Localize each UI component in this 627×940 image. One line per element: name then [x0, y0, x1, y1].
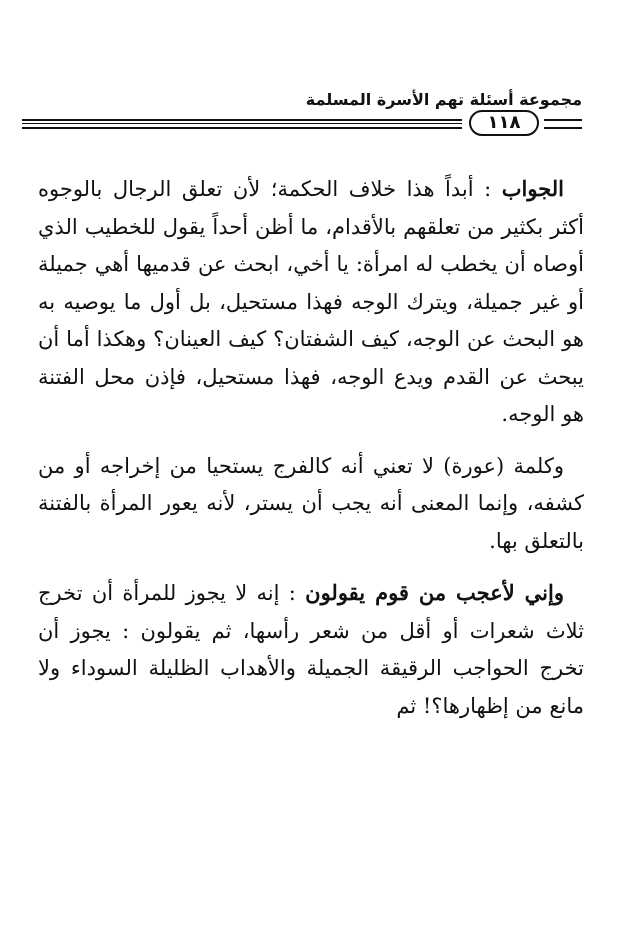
page-header [22, 88, 582, 148]
page-body [38, 170, 584, 739]
answer-label: الجواب [501, 176, 564, 201]
paragraph-wonder [38, 574, 584, 725]
paragraph-awra [38, 448, 584, 561]
page-number: ١١٨ [469, 110, 539, 136]
paragraph-answer [38, 170, 584, 434]
awra-text: وكلمة (عورة) لا تعني أنه كالفرج يستحيا من إخراجه أو من كشفه، وإنما المعنى أنه يجب أن يستر، لأنه يعور المرأة بالفتنة بالتعلق بها. [38, 453, 584, 553]
header-rule-right [544, 119, 582, 129]
header-rule-left [22, 119, 462, 129]
wonder-text: : إنه لا يجوز للمرأة أن تخرج ثلاث شعرات أو أقل من شعر رأسها، ثم يقولون : يجوز أن تخرج الحواجب الرقيقة الجميلة والأهداب الظليلة السوداء ولا مانع من إظهارها؟! ثم [38, 581, 584, 718]
answer-text: : أبداً هذا خلاف الحكمة؛ لأن تعلق الرجال بالوجوه أكثر بكثير من تعلقهم بالأقدام، ما أظن أحداً يقول للخطيب الذي أوصاه أن يخطب له امرأة: يا أخي، ابحث عن قدميها أهي جميلة أو غير جميلة، ويترك الوجه فهذا مستحيل، بل أول ما يوصيه به هو البحث عن الوجه، كيف الشفتان؟ كيف العينان؟ وهكذا أما أن يبحث عن القدم ويدع الوجه، فهذا مستحيل، فإذن محل الفتنة هو الوجه. [38, 177, 584, 426]
book-title: مجموعة أسئلة تهم الأسرة المسلمة [305, 90, 582, 109]
wonder-lead: وإني لأعجب من قوم يقولون [305, 580, 564, 605]
